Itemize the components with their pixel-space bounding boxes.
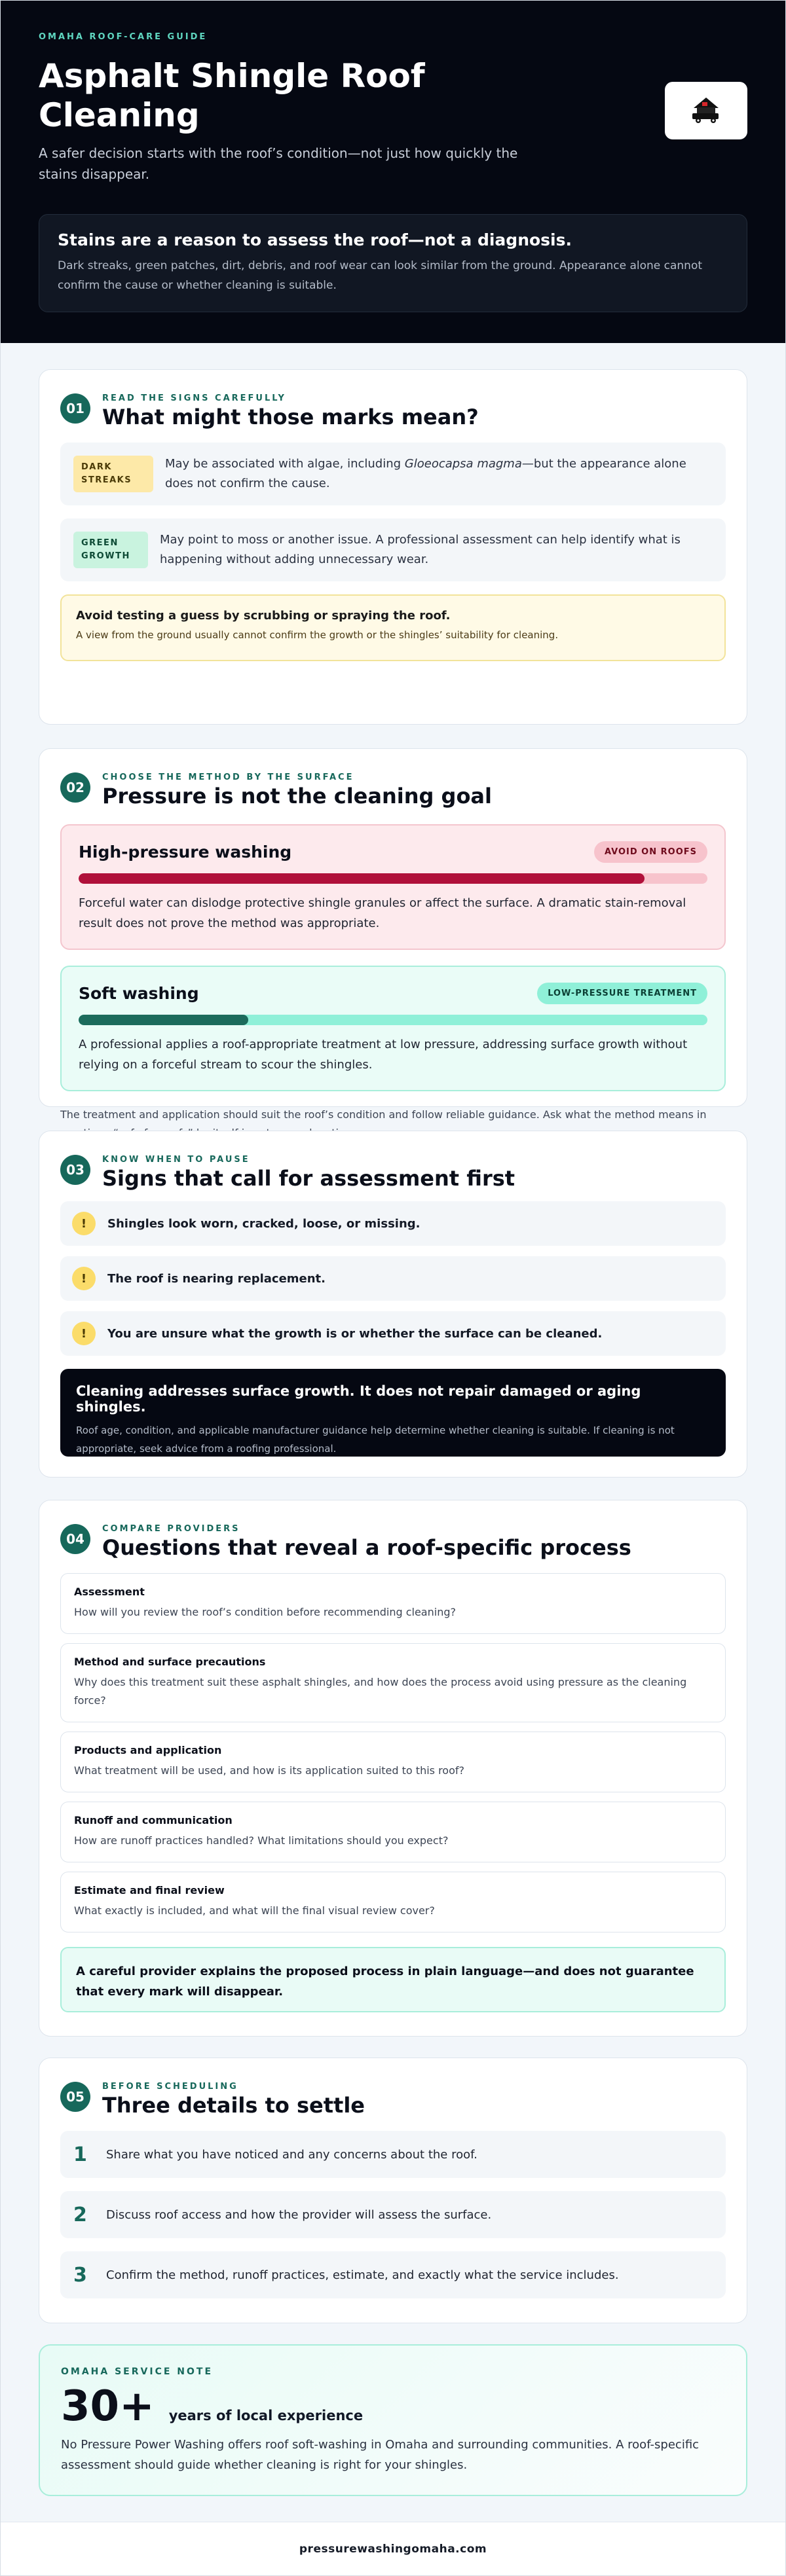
method-footnote: The treatment and application should suit the roof’s condition and follow reliable guidance. Ask what the method means in	[60, 1108, 707, 1121]
dark-streaks-tag: DARK STREAKS	[73, 456, 153, 492]
exclamation-icon: !	[72, 1267, 96, 1290]
hero-note	[39, 214, 747, 312]
text-part: —but the appearance alone does not confirm the cause.	[165, 457, 686, 490]
section-number: 05	[60, 2082, 90, 2112]
section-title: Pressure is not the cleaning goal	[102, 784, 492, 808]
service-kicker: OMAHA SERVICE NOTE	[61, 2367, 214, 2377]
hero-note-text: Dark streaks, green patches, dirt, debris, and roof wear can look similar from the ground. Appearance alone cannot confirm the cause or whether cleaning is suitable.	[58, 259, 703, 292]
list-item	[60, 1311, 726, 1356]
method-high-pressure	[60, 824, 726, 950]
cleaning-note-text: Roof age, condition, and applicable manufacturer guidance help determine whether cleaning is suitable. If cleaning is not appropriate, seek advice from a roofing professional.	[76, 1424, 675, 1455]
sign-green-growth	[60, 518, 726, 581]
question-text: What exactly is included, and what will the final visual review cover?	[74, 1904, 435, 1917]
section-title: Signs that call for assessment first	[102, 1166, 515, 1191]
section-providers	[39, 1500, 747, 2037]
exclamation-icon: !	[72, 1322, 96, 1345]
years-label: years of local experience	[168, 2408, 364, 2423]
step-number: 2	[73, 2203, 87, 2226]
section-method	[39, 748, 747, 1121]
page-title: Asphalt Shingle Roof Cleaning	[39, 57, 425, 134]
exclamation-icon: !	[72, 1212, 96, 1235]
section-header	[60, 1155, 726, 1191]
question-title: Method and surface precautions	[74, 1656, 266, 1668]
question-title: Runoff and communication	[74, 1814, 233, 1826]
section-kicker: CHOOSE THE METHOD BY THE SURFACE	[102, 772, 354, 782]
step-text: Share what you have noticed and any concerns about the roof.	[106, 2147, 477, 2162]
question-text: How are runoff practices handled? What limitations should you expect?	[74, 1834, 449, 1847]
dark-streaks-text	[165, 454, 713, 494]
service-note	[39, 2344, 747, 2496]
section-title: Questions that reveal a roof-specific process	[102, 1535, 631, 1560]
service-text: No Pressure Power Washing offers roof soft-washing in Omaha and surrounding communities. A roof-specific assessment should guide whether cleaning is right for your shingles.	[61, 2438, 700, 2472]
provider-note	[60, 1947, 726, 2012]
hero-note-title: Stains are a reason to assess the roof—not a diagnosis.	[58, 230, 572, 249]
question-title: Products and application	[74, 1744, 222, 1756]
section-kicker: KNOW WHEN TO PAUSE	[102, 1155, 250, 1165]
warning-box	[60, 594, 726, 661]
section-header	[60, 393, 726, 429]
hero	[1, 1, 785, 343]
warning-title: Avoid testing a guess by scrubbing or spraying the roof.	[76, 609, 451, 623]
section-read-signs	[39, 369, 747, 725]
green-growth-text: May point to moss or another issue. A professional assessment can help identify what is happening without adding unnecessary wear.	[160, 533, 681, 566]
pause-text: You are unsure what the growth is or whether the surface can be cleaned.	[107, 1326, 603, 1341]
question-assessment	[60, 1573, 726, 1634]
question-estimate	[60, 1872, 726, 1932]
pressure-bar-track	[79, 1015, 707, 1025]
section-kicker: BEFORE SCHEDULING	[102, 2082, 238, 2092]
section-kicker: READ THE SIGNS CAREFULLY	[102, 393, 286, 403]
section-title: Three details to settle	[102, 2093, 365, 2118]
step-number: 1	[73, 2143, 87, 2166]
section-kicker: COMPARE PROVIDERS	[102, 1524, 240, 1534]
species-name: Gloeocapsa magma	[404, 457, 522, 471]
step-item	[60, 2191, 726, 2238]
cleaning-note	[60, 1369, 726, 1457]
sign-dark-streaks	[60, 443, 726, 505]
question-text: How will you review the roof’s condition before recommending cleaning?	[74, 1606, 456, 1618]
footer-link[interactable]: pressurewashingomaha.com	[299, 2542, 487, 2556]
step-item	[60, 2131, 726, 2178]
method-text: Forceful water can dislodge protective shingle granules or affect the surface. A dramatic stain-removal result does not prove the method was appropriate.	[79, 896, 686, 930]
years-stat: 30+	[61, 2382, 155, 2431]
section-header	[60, 772, 726, 808]
hero-subtitle: A safer decision starts with the roof’s condition—not just how quickly the stains disappear.	[39, 145, 518, 182]
section-number: 03	[60, 1155, 90, 1185]
list-item	[60, 1201, 726, 1246]
footer	[1, 2522, 785, 2575]
section-pause	[39, 1131, 747, 1478]
green-growth-tag: GREEN GROWTH	[73, 532, 148, 568]
question-text: What treatment will be used, and how is its application suited to this roof?	[74, 1764, 464, 1777]
step-text: Discuss roof access and how the provider will assess the surface.	[106, 2207, 492, 2222]
pause-text: The roof is nearing replacement.	[107, 1271, 326, 1286]
pressure-bar-track	[79, 873, 707, 884]
question-title: Estimate and final review	[74, 1884, 225, 1896]
house-truck-logo-icon	[690, 96, 722, 125]
avoid-badge: AVOID ON ROOFS	[594, 841, 707, 863]
warning-text: A view from the ground usually cannot confirm the growth or the shingles’ suitability for cleaning.	[76, 629, 559, 641]
section-number: 04	[60, 1524, 90, 1554]
section-scheduling	[39, 2058, 747, 2323]
section-header	[60, 1524, 726, 1560]
pressure-bar-fill	[79, 1015, 248, 1025]
list-item	[60, 1256, 726, 1301]
pressure-bar-fill	[79, 873, 645, 884]
provider-note-text: A careful provider explains the proposed process in plain language—and does not guarantee that every mark will disappear.	[76, 1965, 694, 1999]
step-number: 3	[73, 2263, 87, 2287]
section-title: What might those marks mean?	[102, 405, 479, 429]
method-soft-wash	[60, 966, 726, 1091]
section-number: 02	[60, 772, 90, 803]
step-item	[60, 2251, 726, 2298]
text-part: May be associated with algae, including	[165, 457, 405, 471]
hero-kicker: OMAHA ROOF-CARE GUIDE	[39, 32, 208, 42]
pause-text: Shingles look worn, cracked, loose, or missing.	[107, 1216, 421, 1231]
question-method	[60, 1643, 726, 1722]
section-header	[60, 2082, 726, 2118]
method-text: A professional applies a roof-appropriate treatment at low pressure, addressing surface growth without relying on a forceful stream to scour the shingles.	[79, 1038, 688, 1072]
question-text: Why does this treatment suit these asphalt shingles, and how does the process avoid using pressure as the cleaning force?	[74, 1676, 687, 1707]
step-text: Confirm the method, runoff practices, estimate, and exactly what the service includes.	[106, 2268, 619, 2282]
low-pressure-badge: LOW-PRESSURE TREATMENT	[537, 983, 707, 1004]
question-title: Assessment	[74, 1586, 145, 1598]
question-products	[60, 1732, 726, 1792]
section-number: 01	[60, 393, 90, 424]
cleaning-note-title: Cleaning addresses surface growth. It does not repair damaged or aging shingles.	[76, 1383, 641, 1415]
question-runoff	[60, 1802, 726, 1862]
brand-logo[interactable]	[665, 82, 747, 139]
method-title: Soft washing	[79, 984, 199, 1003]
method-title: High-pressure washing	[79, 843, 292, 862]
